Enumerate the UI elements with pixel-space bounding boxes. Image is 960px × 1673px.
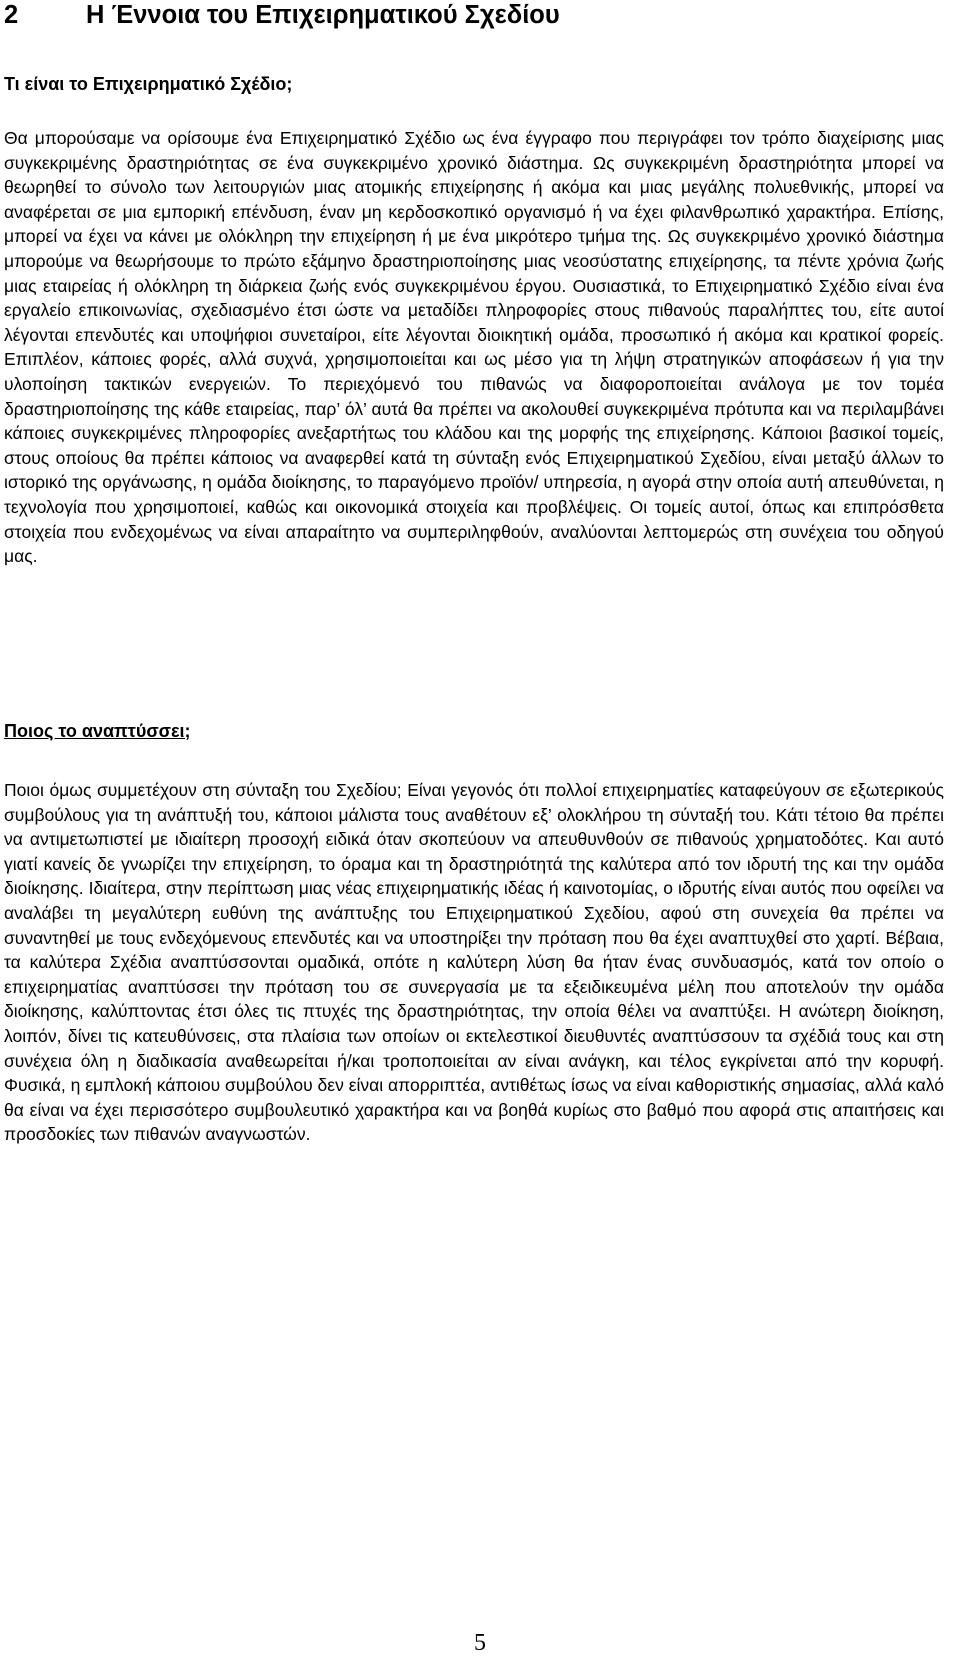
page-number: 5 [474,1630,486,1656]
section-heading-what-is-business-plan: Τι είναι το Επιχειρηματικό Σχέδιο; [4,74,293,94]
chapter-heading [4,0,944,30]
chapter-title: Η Έννοια του Επιχειρηματικού Σχεδίου [86,1,560,29]
section-2-paragraph: Ποιοι όμως συμμετέχουν στη σύνταξη του Σχεδίου; Είναι γεγονός ότι πολλοί επιχειρηματίες καταφεύγουν σε εξωτερικούς συμβούλους για τη ανάπτυξή του, κάποιοι μάλιστα τους αναθέτουν εξ’ ολοκλήρου τη σύνταξή του. Κάτι τέτοιο θα πρέπει να αντιμετωπιστεί με ιδιαίτερη προσοχή ειδικά όταν σκοπεύουν να απευθυνθούν σε πιθανούς χρηματοδότες. Και αυτό γιατί κανείς δε γνωρίζει την επιχείρηση, το όραμα και τη δραστηριότητά της καλύτερα από τον ιδρυτή της και την ομάδα διοίκησης. Ιδιαίτερα, στην περίπτωση μιας νέας επιχειρηματικής ιδέας ή καινοτομίας, ο ιδρυτής είναι αυτός που οφείλει να αναλάβει τη μεγαλύτερη ευθύνη της ανάπτυξης του Επιχειρηματικού Σχεδίου, αφού στη συνεχεία θα πρέπει να συναντηθεί με τους ενδεχόμενους επενδυτές και να υποστηρίξει την πρόταση που θα έχει αναπτυχθεί στο χαρτί. Βέβαια, τα καλύτερα Σχέδια αναπτύσσονται ομαδικά, οπότε η καλύτερη λύση θα ήταν ένας συνδυασμός, κατά τον οποίο ο επιχειρηματίας αναπτύσσει την πρόταση του σε συνεργασία με τα εξειδικευμένα μέλη που αποτελούν την ομάδα διοίκησης, καλύπτοντας έτσι όλες τις πτυχές της δραστηριότητας, την οποία θέλει να αναπτύξει. Η ανώτερη διοίκηση, λοιπόν, δίνει τις κατευθύνσεις, στα πλαίσια των οποίων οι εκτελεστικοί διευθυντές αναπτύσσουν τα σχέδιά τους και στη συνέχεια όλη η διαδικασία αναθεωρείται ή/και τροποποιείται αν είναι ανάγκη, και τέλος εγκρίνεται από την κορυφή. Φυσικά, η εμπλοκή κάποιου συμβούλου δεν είναι απορριπτέα, αντιθέτως ίσως να είναι καθοριστικής σημασίας, αλλά καλό θα είναι να έχει περισσότερο συμβουλευτικό χαρακτήρα και να βοηθά κυρίως στο βαθμό που αφορά στις απαιτήσεις και προσδοκίες των πιθανών αναγνωστών. [4,780,944,1145]
section-1-paragraph: Θα μπορούσαμε να ορίσουμε ένα Επιχειρηματικό Σχέδιο ως ένα έγγραφο που περιγράφει τον τρόπο διαχείρισης μιας συγκεκριμένης δραστηριότητας σε ένα συγκεκριμένο χρονικό διάστημα. Ως συγκεκριμένη δραστηριότητα μπορεί να θεωρηθεί το σύνολο των λειτουργιών μιας ατομικής επιχείρησης ή ακόμα και μιας μεγάλης πολυεθνικής, μπορεί να αναφέρεται σε μια εμπορική επένδυση, έναν μη κερδοσκοπικό οργανισμό ή να έχει φιλανθρωπικό χαρακτήρα. Επίσης, μπορεί να έχει να κάνει με ολόκληρη την επιχείρηση ή με ένα μικρότερο τμήμα της. Ως συγκεκριμένο χρονικό διάστημα μπορούμε να θεωρήσουμε το πρώτο εξάμηνο δραστηριοποίησης μιας νεοσύστατης επιχείρησης, τα πέντε χρόνια ζωής μιας εταιρείας ή ολόκληρη τη διάρκεια ζωής ενός συγκεκριμένου έργου. Ουσιαστικά, το Επιχειρηματικό Σχέδιο είναι ένα εργαλείο επικοινωνίας, σχεδιασμένο έτσι ώστε να μεταδίδει πληροφορίες στους πιθανούς παραλήπτες του, είτε αυτοί λέγονται επενδυτές και υποψήφιοι συνεταίροι, είτε λέγονται διοικητική ομάδα, προσωπικό ή ακόμα και κρατικοί φορείς. Επιπλέον, κάποιες φορές, αλλά συχνά, χρησιμοποιείται και ως μέσο για τη λήψη στρατηγικών αποφάσεων ή για την υλοποίηση τακτικών ενεργειών. Το περιεχόμενό του πιθανώς να διαφοροποιείται ανάλογα με τον τομέα δραστηριοποίησης της κάθε εταιρείας, παρ’ όλ’ αυτά θα πρέπει να ακολουθεί συγκεκριμένα πρότυπα και να περιλαμβάνει κάποιες συγκεκριμένες πληροφορίες ανεξαρτήτως του κλάδου και της μορφής της επιχείρησης. Κάποιοι βασικοί τομείς, στους οποίους θα πρέπει κάποιος να αναφερθεί κατά τη σύνταξη ενός Επιχειρηματικού Σχεδίου, είναι μεταξύ άλλων το ιστορικό της οργάνωσης, η ομάδα διοίκησης, το παραγόμενο προϊόν/ υπηρεσία, η αγορά στην οποία αυτή απευθύνεται, η τεχνολογία που χρησιμοποιεί, καθώς και οικονομικά στοιχεία και προβλέψεις. Οι τομείς αυτοί, όπως και επιπρόσθετα στοιχεία που ενδεχομένως να είναι απαραίτητο να συμπεριληφθούν, αναλύονται λεπτομερώς στη συνέχεια του οδηγού μας. [4,128,944,567]
chapter-number: 2 [4,1,19,29]
section-heading-who-develops-it: Ποιος το αναπτύσσει; [4,721,191,741]
